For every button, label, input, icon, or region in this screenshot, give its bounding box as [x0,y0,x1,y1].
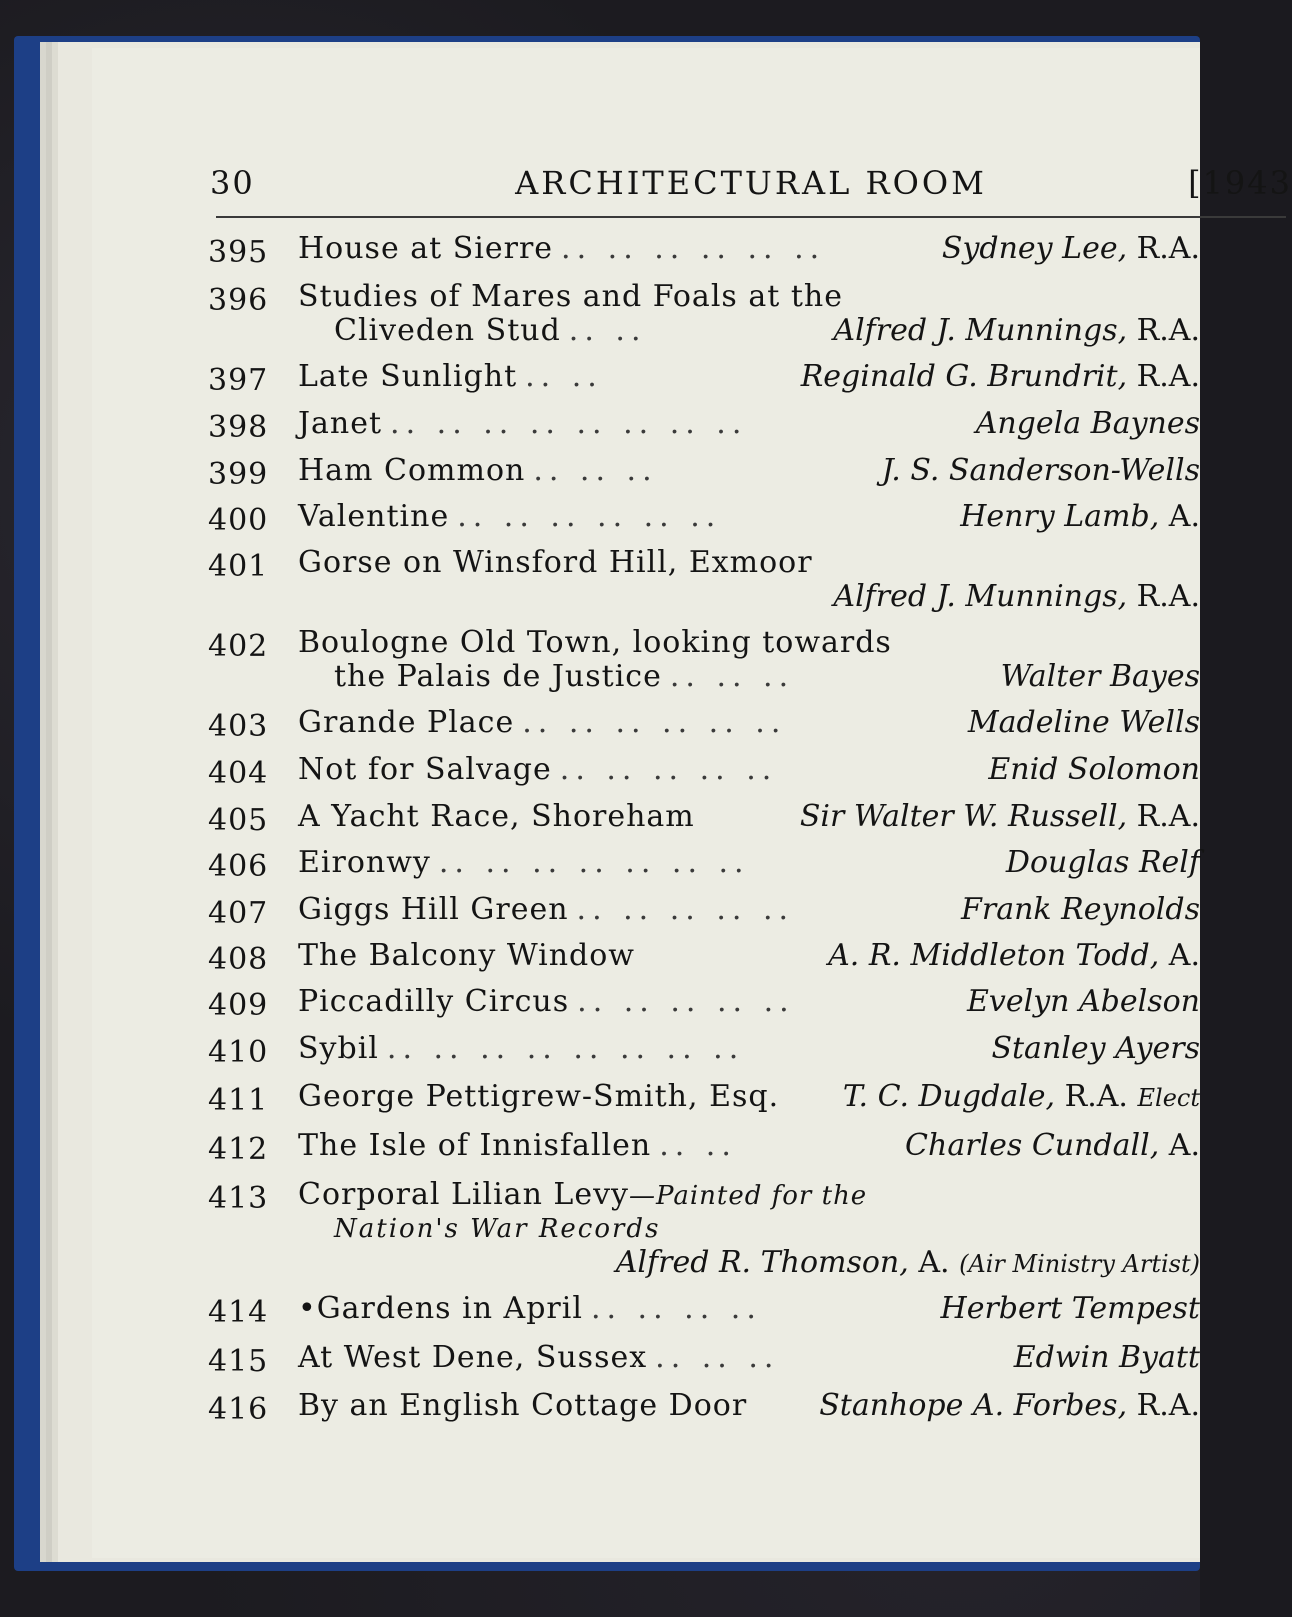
entry-title: George Pettigrew-Smith, Esq. [298,1079,780,1114]
entry-number: 405 [208,803,269,838]
entry-number: 410 [208,1035,269,1070]
entry-title: Corporal Lilian Levy—Painted for the [298,1177,868,1212]
entry-artist: Douglas Relf [1005,845,1200,880]
entry-title: Studies of Mares and Foals at the [298,279,843,314]
header-rule [216,216,1286,218]
entry-number: 409 [208,988,269,1023]
entry-number: 413 [208,1181,269,1216]
entry-artist: T. C. Dugdale, R.A. Elect [842,1079,1200,1114]
entry-artist: Charles Cundall, A. [905,1128,1200,1163]
entry-number: 415 [208,1344,269,1379]
entry-number: 407 [208,896,269,931]
page-year: [1943 [1188,164,1292,202]
entry-number: 414 [208,1295,269,1330]
entry-title: Boulogne Old Town, looking towards [298,625,892,660]
entry-title: Grande Place .. .. .. .. .. .. [298,705,787,740]
entry-number: 412 [208,1132,269,1167]
catalogue-page [92,48,1292,1558]
entry-number: 400 [208,503,269,538]
entry-artist: Henry Lamb, A. [960,499,1200,534]
entry-artist: Sir Walter W. Russell, R.A. [799,799,1200,834]
entry-title: The Balcony Window [298,938,635,973]
entry-artist: Reginald G. Brundrit, R.A. [800,359,1200,394]
entry-number: 404 [208,756,269,791]
entry-title: Not for Salvage .. .. .. .. .. [298,752,778,787]
entry-title: House at Sierre .. .. .. .. .. .. [298,231,826,266]
entry-artist: Alfred J. Munnings, R.A. [833,579,1200,614]
entry-artist: Edwin Byatt [1013,1340,1200,1375]
entry-title: Piccadilly Circus .. .. .. .. .. [298,984,795,1019]
entry-artist: Walter Bayes [1000,659,1200,694]
entry-number: 416 [208,1392,269,1427]
entry-number: 398 [208,410,269,445]
entry-title: Valentine .. .. .. .. .. .. [298,499,722,534]
entry-number: 402 [208,629,269,664]
entry-artist: Frank Reynolds [961,892,1200,927]
entry-title: Eironwy .. .. .. .. .. .. .. [298,845,750,880]
entry-subtitle: Nation's War Records [334,1214,661,1244]
entry-number: 395 [208,235,269,270]
entry-artist: A. R. Middleton Todd, A. [828,938,1200,973]
entry-title: By an English Cottage Door [298,1388,748,1423]
entry-artist: Stanley Ayers [991,1031,1200,1066]
entry-artist: Stanhope A. Forbes, R.A. [819,1388,1200,1423]
page-title: ARCHITECTURAL ROOM [515,164,987,202]
entry-title-continued: Cliveden Stud .. .. [334,313,647,348]
entry-artist: J. S. Sanderson-Wells [881,453,1200,488]
entry-title-continued: the Palais de Justice .. .. .. [334,659,795,694]
entry-title: Ham Common .. .. .. [298,453,658,488]
entry-number: 396 [208,283,269,318]
entry-number: 399 [208,457,269,492]
entry-title: •Gardens in April .. .. .. .. [298,1291,762,1326]
entry-number: 408 [208,942,269,977]
entry-artist: Alfred R. Thomson, A. (Air Ministry Artist) [615,1245,1200,1280]
entry-title: Sybil .. .. .. .. .. .. .. .. [298,1031,745,1066]
entry-title: Gorse on Winsford Hill, Exmoor [298,545,813,580]
entry-artist: Enid Solomon [988,752,1200,787]
entry-number: 403 [208,709,269,744]
entry-title: The Isle of Innisfallen .. .. [298,1128,737,1163]
entry-artist: Herbert Tempest [940,1291,1200,1326]
page-number: 30 [210,164,255,202]
page-header [210,164,1292,214]
entry-title: A Yacht Race, Shoreham [298,799,695,834]
entry-artist: Angela Baynes [975,406,1200,441]
entry-number: 397 [208,363,269,398]
entry-artist: Madeline Wells [967,705,1200,740]
entry-number: 411 [208,1083,269,1118]
entry-title: Late Sunlight .. .. [298,359,603,394]
entry-number: 401 [208,549,269,584]
entry-title: Janet .. .. .. .. .. .. .. .. [298,406,748,441]
entry-number: 406 [208,849,269,884]
entry-artist: Sydney Lee, R.A. [941,231,1200,266]
entry-title: Giggs Hill Green .. .. .. .. .. [298,892,795,927]
entry-title: At West Dene, Sussex .. .. .. [298,1340,780,1375]
entry-artist: Evelyn Abelson [967,984,1200,1019]
entry-artist: Alfred J. Munnings, R.A. [833,313,1200,348]
